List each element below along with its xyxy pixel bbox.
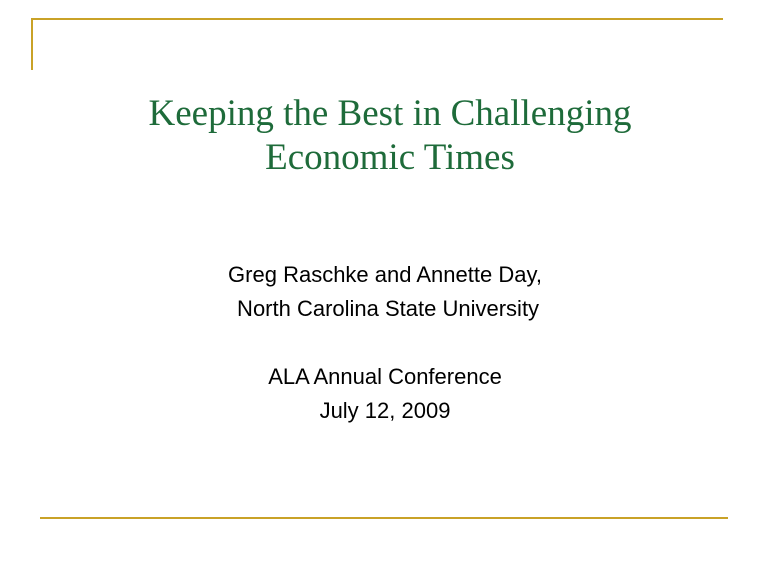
- conference-name: ALA Annual Conference: [268, 364, 502, 389]
- authors-line-1: Greg Raschke and Annette Day,: [228, 262, 542, 287]
- slide-body: [120, 258, 650, 428]
- title-line-2: Economic Times: [265, 137, 515, 178]
- left-accent-line: [31, 18, 33, 70]
- title-line-1: Keeping the Best in Challenging: [148, 93, 632, 134]
- spacer: [120, 326, 650, 360]
- bottom-accent-line: [40, 517, 728, 519]
- top-accent-line: [31, 18, 723, 20]
- authors-line-2: North Carolina State University: [230, 296, 540, 321]
- conference-date: July 12, 2009: [319, 398, 451, 423]
- slide-title: [80, 92, 700, 180]
